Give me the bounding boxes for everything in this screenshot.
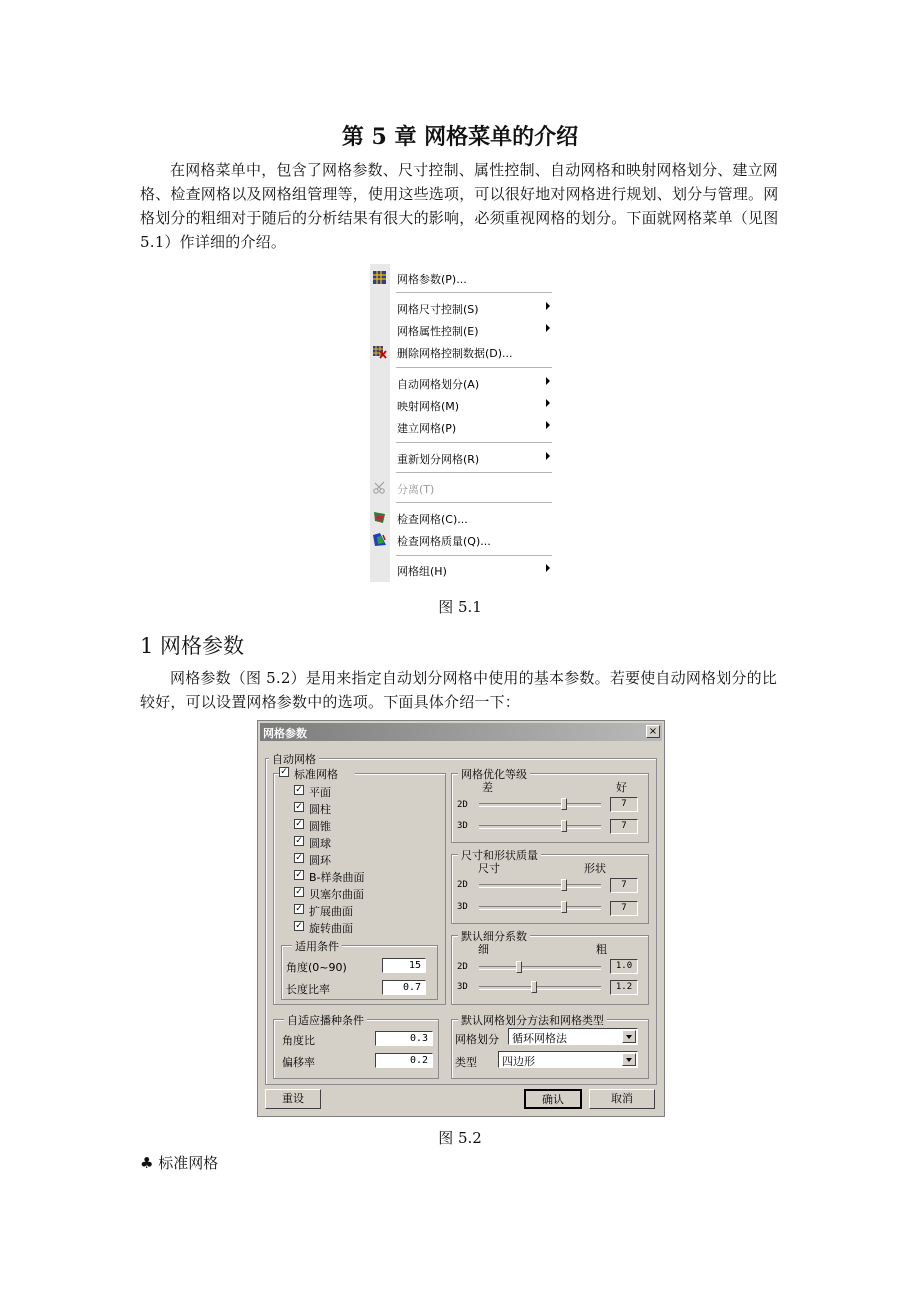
- dialog-titlebar: [260, 723, 662, 741]
- mesh-type-select[interactable]: 四边形: [498, 1051, 638, 1068]
- menu-item-mapped-mesh[interactable]: 映射网格(M): [370, 395, 556, 415]
- angle-label: 角度(0~90): [286, 961, 347, 974]
- scissors-icon: [372, 480, 387, 495]
- bad-label: 差: [482, 781, 493, 794]
- submenu-arrow-icon: [546, 399, 550, 407]
- rf-3d-value: 1.2: [610, 980, 638, 995]
- opt-2d-slider-track[interactable]: [479, 803, 601, 807]
- size-label: 尺寸: [478, 862, 500, 875]
- opt-3d-slider-track[interactable]: [479, 825, 601, 829]
- mesh-method-label: 网格划分: [455, 1033, 499, 1046]
- menu-separator: [396, 292, 552, 293]
- submenu-arrow-icon: [546, 377, 550, 385]
- menu-item-remesh[interactable]: 重新划分网格(R): [370, 448, 556, 468]
- angle-ratio-label: 角度比: [282, 1034, 315, 1047]
- delete-mesh-control-icon: [372, 344, 387, 359]
- opt-3d-value: 7: [610, 819, 638, 834]
- adaptive-seeding-label: 自适应播种条件: [284, 1012, 367, 1028]
- rf-2d-slider-thumb[interactable]: [516, 961, 522, 973]
- section-heading: 1 网格参数: [140, 634, 245, 658]
- bullet-item: [140, 1152, 218, 1173]
- rf-2d-slider-track[interactable]: [479, 966, 601, 970]
- ss-2d-label: 2D: [457, 880, 468, 890]
- bullet-text: 标准网格: [158, 1154, 219, 1172]
- ss-2d-slider-track[interactable]: [479, 884, 601, 888]
- shape-label: 形状: [584, 862, 606, 875]
- optimization-level-label: 网格优化等级: [458, 766, 530, 782]
- angle-input[interactable]: 15: [382, 958, 426, 973]
- chapter-title: 第 5 章 网格菜单的介绍: [341, 124, 579, 150]
- ss-3d-label: 3D: [457, 902, 468, 912]
- offset-label: 偏移率: [282, 1056, 315, 1069]
- submenu-arrow-icon: [546, 452, 550, 460]
- menu-item-check-mesh[interactable]: 检查网格(C)...: [370, 508, 556, 528]
- rf-3d-label: 3D: [457, 982, 468, 992]
- figure-caption-5-2: 图 5.2: [438, 1129, 482, 1147]
- submenu-arrow-icon: [546, 302, 550, 310]
- rf-2d-label: 2D: [457, 962, 468, 972]
- applicable-conditions-label: 适用条件: [292, 938, 342, 954]
- check-mesh-quality-icon: [372, 532, 387, 547]
- refine-coefficient-label: 默认细分系数: [458, 928, 530, 944]
- mesh-params-icon: [372, 270, 387, 285]
- coarse-label: 粗: [596, 943, 607, 956]
- opt-2d-slider-thumb[interactable]: [561, 798, 567, 810]
- ss-2d-slider-thumb[interactable]: [561, 879, 567, 891]
- menu-item-attribute-control[interactable]: 网格属性控制(E): [370, 320, 556, 340]
- menu-separator: [396, 367, 552, 368]
- fine-label: 细: [478, 943, 489, 956]
- close-icon[interactable]: ×: [646, 725, 660, 738]
- menu-item-size-control[interactable]: 网格尺寸控制(S): [370, 298, 556, 318]
- club-icon: ♣: [140, 1154, 154, 1172]
- menu-item-check-quality[interactable]: 检查网格质量(Q)...: [370, 530, 556, 550]
- mesh-params-dialog: 网格参数 × 自动网格 ✓ 标准网格 ✓ 平面 ✓ 圆柱 ✓ 圆锥 ✓ 圆球 ✓ 圆环 ✓ B-样条曲面 ✓ 贝塞尔曲面 ✓ 扩展曲面 ✓ 旋转曲面 适用条件 角度(0~90) 15 长度比率 0.7 自适应播种条件 角度比 0.3 偏移率 0.2 网格优化等级 差 好 2D 7 3D 7 尺寸和形状质量 尺寸 形状 2D 7 3D 7 默认细分系数 细 粗 2D 1.0 3D 1.2 默认网格划分方法和网格类型 网格划分 循环网格法 类型 四边形 重设 确认 取消: [257, 720, 665, 1117]
- submenu-arrow-icon: [546, 564, 550, 572]
- rf-3d-slider-thumb[interactable]: [531, 981, 537, 993]
- menu-item-delete-control[interactable]: 删除网格控制数据(D)...: [370, 342, 556, 362]
- length-ratio-input[interactable]: 0.7: [382, 980, 426, 995]
- section-paragraph: 网格参数（图 5.2）是用来指定自动划分网格中使用的基本参数。若要使自动网格划分的比较好，可以设置网格参数中的选项。下面具体介绍一下：: [140, 669, 778, 711]
- check-mesh-icon: [372, 510, 387, 525]
- reset-button[interactable]: 重设: [265, 1089, 321, 1109]
- adaptive-seeding-group: [273, 1019, 439, 1079]
- menu-separator: [396, 502, 552, 503]
- menu-item-build-mesh[interactable]: 建立网格(P): [370, 417, 556, 437]
- opt-3d-label: 3D: [457, 821, 468, 831]
- ss-3d-value: 7: [610, 901, 638, 916]
- submenu-arrow-icon: [546, 324, 550, 332]
- method-type-label: 默认网格划分方法和网格类型: [458, 1012, 607, 1028]
- mesh-method-select[interactable]: 循环网格法: [508, 1028, 638, 1045]
- good-label: 好: [616, 781, 627, 794]
- ss-3d-slider-track[interactable]: [479, 906, 601, 910]
- figure-caption-5-1: 图 5.1: [438, 598, 482, 616]
- menu-separator: [396, 472, 552, 473]
- ss-3d-slider-thumb[interactable]: [561, 901, 567, 913]
- opt-2d-label: 2D: [457, 800, 468, 810]
- chevron-down-icon[interactable]: [622, 1030, 636, 1043]
- opt-3d-slider-thumb[interactable]: [561, 820, 567, 832]
- menu-separator: [396, 442, 552, 443]
- menu-item-separate: 分离(T): [370, 478, 556, 498]
- size-shape-quality-label: 尺寸和形状质量: [458, 847, 541, 863]
- dialog-title: 网格参数: [263, 727, 307, 740]
- opt-2d-value: 7: [610, 797, 638, 812]
- chevron-down-icon[interactable]: [622, 1053, 636, 1066]
- menu-item-mesh-group[interactable]: 网格组(H): [370, 560, 556, 580]
- rf-3d-slider-track[interactable]: [479, 986, 601, 990]
- length-ratio-label: 长度比率: [286, 983, 330, 996]
- intro-paragraph: 在网格菜单中，包含了网格参数、尺寸控制、属性控制、自动网格和映射网格划分、建立网格、检查网格以及网格组管理等，使用这些选项，可以很好地对网格进行规划、划分与管理。网格划分的粗细对于随后的分析结果有很大的影响，必须重视网格的划分。下面就网格菜单（见图 5.1）作详细的介绍。: [140, 161, 779, 251]
- cancel-button[interactable]: 取消: [589, 1089, 655, 1109]
- ok-button[interactable]: 确认: [524, 1089, 582, 1109]
- auto-mesh-label: 自动网格: [269, 751, 319, 767]
- mesh-menu: [370, 264, 556, 582]
- standard-mesh-checkbox[interactable]: ✓ 标准网格: [279, 766, 355, 780]
- offset-input[interactable]: 0.2: [375, 1053, 433, 1068]
- menu-item-mesh-params[interactable]: 网格参数(P)...: [370, 268, 556, 288]
- submenu-arrow-icon: [546, 421, 550, 429]
- menu-item-auto-mesh[interactable]: 自动网格划分(A): [370, 373, 556, 393]
- angle-ratio-input[interactable]: 0.3: [375, 1031, 433, 1046]
- mesh-type-label: 类型: [455, 1056, 477, 1069]
- rf-2d-value: 1.0: [610, 959, 638, 974]
- menu-separator: [396, 555, 552, 556]
- ss-2d-value: 7: [610, 878, 638, 893]
